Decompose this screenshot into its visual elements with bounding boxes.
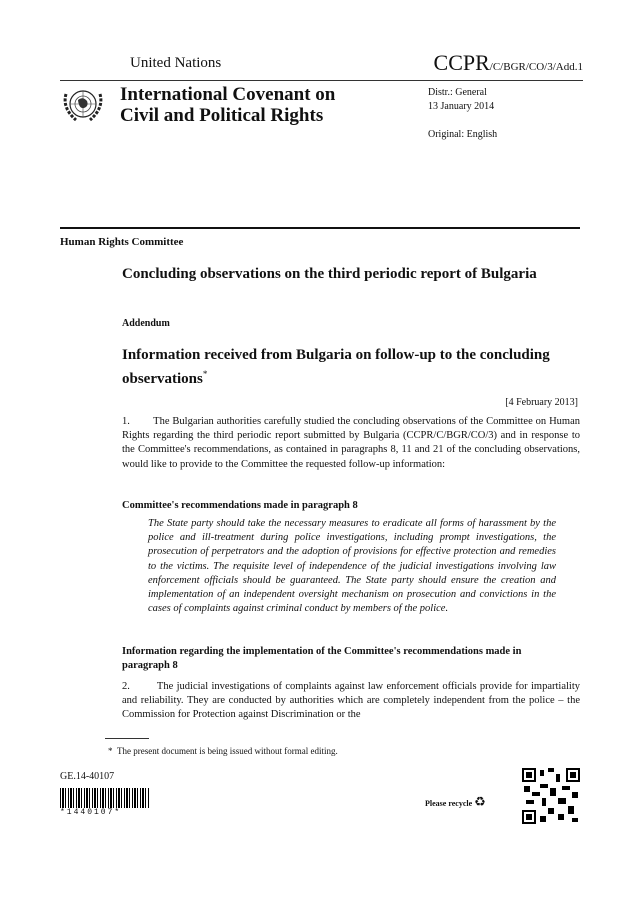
title-line: Civil and Political Rights <box>120 105 324 126</box>
addendum-label: Addendum <box>122 318 170 329</box>
divider <box>60 227 580 229</box>
document-title <box>120 84 335 126</box>
recommendation-quote: The State party should take the necessary measures to eradicate all forms of harassment by the police and ill-treatment during police investigations, including prompt investigations, the prosecution of perpetrators and the adoption of provisions for effective protection and remedies to the victims. The requisite level of independence of the judicial investigations involving law enforcement officials should be guaranteed. The State party should ensure the creation and implementation of an independent oversight mechanism on prosecution and convictions in the cases of complaints against criminal conduct by members of the police. <box>148 518 556 615</box>
document-symbol <box>434 50 583 76</box>
subheading: Information regarding the implementation of the Committee's recommendations made in paragraph 8 <box>122 646 522 671</box>
divider <box>60 80 583 81</box>
symbol-sub: /C/BGR/CO/3/Add.1 <box>489 61 583 73</box>
recycle-icon: ♻ <box>474 794 486 809</box>
committee-name: Human Rights Committee <box>60 236 184 248</box>
paragraph-2: 2. The judicial investigations of complaints against law enforcement officials provide for impartiality and reliability. They are conducted by authorities which are completely independent from the police – the Commission for Protection against Discrimination or the <box>122 681 580 721</box>
qr-code-icon <box>522 768 580 824</box>
issue-date: 13 January 2014 <box>428 101 495 112</box>
heading: Concluding observations on the third periodic report of Bulgaria <box>122 266 537 282</box>
paragraph-1: 1. The Bulgarian authorities carefully studied the concluding observations of the Committee on Human Rights regarding the third periodic report submitted by Bulgaria (CCPR/C/BGR/CO/3) and in response to the Committee's recommendations, as contained in paragraphs 8, 11 and 21 of the concluding observations, would like to provide to the Committee the requested follow-up information: <box>122 416 580 470</box>
recycle-label <box>425 794 486 810</box>
barcode <box>60 788 150 808</box>
distribution: Distr.: General <box>428 87 487 98</box>
distribution-block <box>428 86 494 114</box>
barcode-text: *1440107* <box>60 808 122 817</box>
org-name: United Nations <box>130 55 222 71</box>
title-line: International Covenant on <box>120 84 336 105</box>
un-emblem-icon <box>60 84 106 126</box>
job-number: GE.14-40107 <box>60 771 115 782</box>
heading-text: Information received from Bulgaria on follow-up to the concluding observations <box>122 347 550 387</box>
symbol-main: CCPR <box>433 50 490 75</box>
recycle-text: Please recycle <box>425 799 473 808</box>
footnote-mark: * <box>202 369 208 379</box>
received-date: [4 February 2013] <box>505 397 578 408</box>
footnote-divider <box>105 738 149 739</box>
footnote: * The present document is being issued without formal editing. <box>108 746 338 756</box>
heading <box>122 346 562 389</box>
original-language: Original: English <box>428 129 498 140</box>
subheading: Committee's recommendations made in paragraph 8 <box>122 500 358 511</box>
